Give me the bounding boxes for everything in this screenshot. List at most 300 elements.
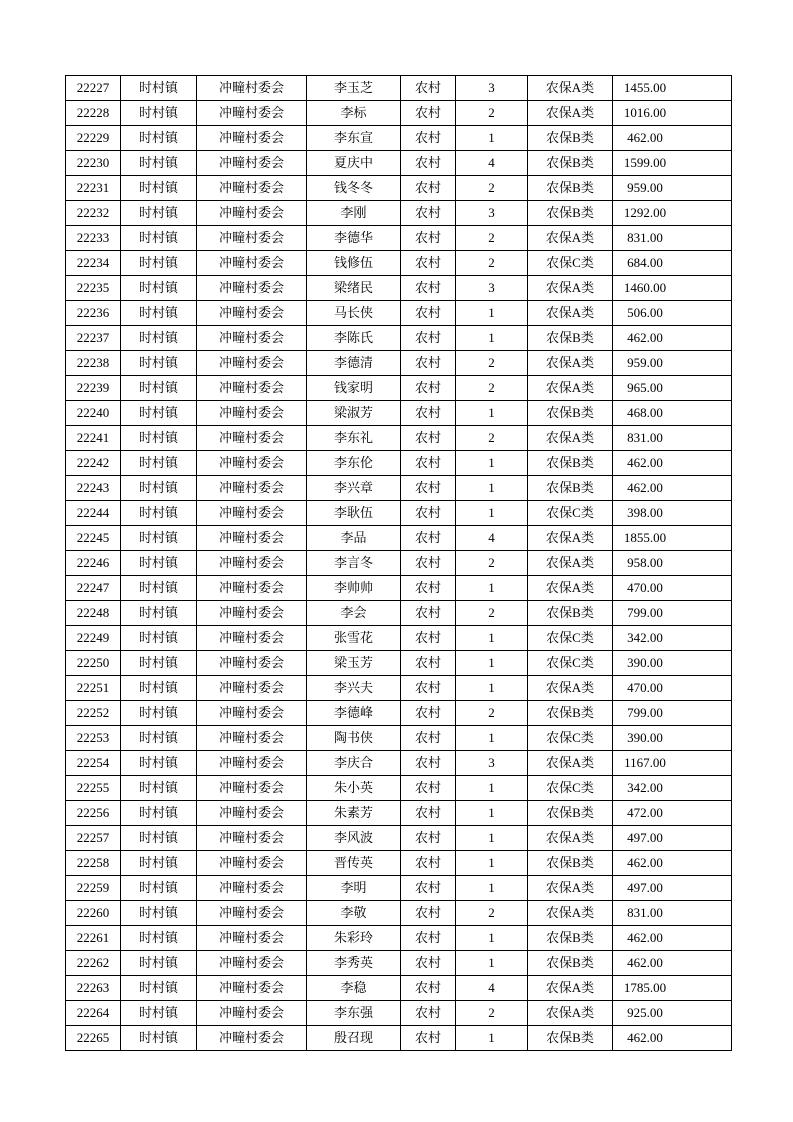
cell-residence-type: 农村 [401, 876, 456, 901]
cell-village-committee: 冲疃村委会 [197, 251, 307, 276]
cell-person-count: 1 [456, 726, 528, 751]
cell-name: 朱彩玲 [307, 926, 401, 951]
cell-name: 李兴章 [307, 476, 401, 501]
cell-town: 时村镇 [121, 151, 197, 176]
table-row [66, 226, 732, 251]
cell-residence-type: 农村 [401, 476, 456, 501]
cell-town: 时村镇 [121, 101, 197, 126]
cell-insurance-category: 农保C类 [528, 251, 613, 276]
cell-amount: 472.00 [613, 801, 732, 826]
cell-residence-type: 农村 [401, 201, 456, 226]
table-row [66, 401, 732, 426]
cell-residence-type: 农村 [401, 626, 456, 651]
cell-village-committee: 冲疃村委会 [197, 601, 307, 626]
cell-name: 梁淑芳 [307, 401, 401, 426]
cell-village-committee: 冲疃村委会 [197, 1026, 307, 1051]
cell-id: 22260 [66, 901, 121, 926]
cell-person-count: 1 [456, 926, 528, 951]
cell-town: 时村镇 [121, 251, 197, 276]
cell-village-committee: 冲疃村委会 [197, 951, 307, 976]
cell-town: 时村镇 [121, 401, 197, 426]
cell-amount: 462.00 [613, 851, 732, 876]
cell-id: 22227 [66, 76, 121, 101]
cell-person-count: 2 [456, 226, 528, 251]
cell-id: 22236 [66, 301, 121, 326]
cell-name: 梁玉芳 [307, 651, 401, 676]
cell-person-count: 3 [456, 201, 528, 226]
cell-person-count: 1 [456, 1026, 528, 1051]
cell-insurance-category: 农保A类 [528, 226, 613, 251]
table-row [66, 826, 732, 851]
cell-village-committee: 冲疃村委会 [197, 876, 307, 901]
table-row [66, 801, 732, 826]
cell-amount: 462.00 [613, 1026, 732, 1051]
cell-town: 时村镇 [121, 626, 197, 651]
cell-id: 22229 [66, 126, 121, 151]
cell-insurance-category: 农保A类 [528, 426, 613, 451]
cell-person-count: 3 [456, 76, 528, 101]
cell-amount: 342.00 [613, 626, 732, 651]
cell-insurance-category: 农保B类 [528, 851, 613, 876]
cell-village-committee: 冲疃村委会 [197, 526, 307, 551]
cell-id: 22244 [66, 501, 121, 526]
cell-residence-type: 农村 [401, 351, 456, 376]
cell-id: 22230 [66, 151, 121, 176]
cell-id: 22240 [66, 401, 121, 426]
cell-person-count: 2 [456, 351, 528, 376]
cell-id: 22258 [66, 851, 121, 876]
cell-insurance-category: 农保B类 [528, 801, 613, 826]
cell-residence-type: 农村 [401, 551, 456, 576]
cell-town: 时村镇 [121, 476, 197, 501]
cell-town: 时村镇 [121, 751, 197, 776]
table-row [66, 576, 732, 601]
cell-amount: 342.00 [613, 776, 732, 801]
cell-name: 李风波 [307, 826, 401, 851]
cell-town: 时村镇 [121, 926, 197, 951]
cell-amount: 831.00 [613, 426, 732, 451]
cell-village-committee: 冲疃村委会 [197, 151, 307, 176]
cell-village-committee: 冲疃村委会 [197, 301, 307, 326]
cell-insurance-category: 农保C类 [528, 626, 613, 651]
cell-insurance-category: 农保B类 [528, 926, 613, 951]
cell-amount: 462.00 [613, 951, 732, 976]
cell-residence-type: 农村 [401, 951, 456, 976]
cell-id: 22231 [66, 176, 121, 201]
table-row [66, 751, 732, 776]
cell-residence-type: 农村 [401, 176, 456, 201]
cell-person-count: 1 [456, 501, 528, 526]
cell-name: 殷召现 [307, 1026, 401, 1051]
cell-id: 22259 [66, 876, 121, 901]
cell-id: 22252 [66, 701, 121, 726]
cell-residence-type: 农村 [401, 276, 456, 301]
cell-id: 22255 [66, 776, 121, 801]
table-row [66, 451, 732, 476]
cell-insurance-category: 农保B类 [528, 701, 613, 726]
cell-residence-type: 农村 [401, 251, 456, 276]
cell-town: 时村镇 [121, 676, 197, 701]
cell-town: 时村镇 [121, 326, 197, 351]
cell-name: 李德清 [307, 351, 401, 376]
cell-name: 李品 [307, 526, 401, 551]
cell-id: 22245 [66, 526, 121, 551]
cell-person-count: 1 [456, 451, 528, 476]
cell-insurance-category: 农保B类 [528, 451, 613, 476]
table-row [66, 501, 732, 526]
cell-insurance-category: 农保A类 [528, 351, 613, 376]
cell-amount: 506.00 [613, 301, 732, 326]
cell-person-count: 2 [456, 551, 528, 576]
cell-person-count: 2 [456, 701, 528, 726]
cell-town: 时村镇 [121, 201, 197, 226]
cell-residence-type: 农村 [401, 151, 456, 176]
table-row [66, 701, 732, 726]
cell-insurance-category: 农保A类 [528, 101, 613, 126]
cell-id: 22235 [66, 276, 121, 301]
cell-insurance-category: 农保B类 [528, 601, 613, 626]
cell-amount: 1460.00 [613, 276, 732, 301]
cell-insurance-category: 农保B类 [528, 951, 613, 976]
cell-village-committee: 冲疃村委会 [197, 451, 307, 476]
cell-insurance-category: 农保B类 [528, 151, 613, 176]
cell-id: 22237 [66, 326, 121, 351]
cell-village-committee: 冲疃村委会 [197, 751, 307, 776]
cell-id: 22249 [66, 626, 121, 651]
table-row [66, 601, 732, 626]
cell-id: 22232 [66, 201, 121, 226]
cell-person-count: 2 [456, 426, 528, 451]
cell-name: 李帅帅 [307, 576, 401, 601]
cell-residence-type: 农村 [401, 576, 456, 601]
cell-village-committee: 冲疃村委会 [197, 626, 307, 651]
cell-amount: 398.00 [613, 501, 732, 526]
cell-name: 李耿伍 [307, 501, 401, 526]
cell-village-committee: 冲疃村委会 [197, 701, 307, 726]
cell-id: 22265 [66, 1026, 121, 1051]
cell-insurance-category: 农保A类 [528, 576, 613, 601]
cell-amount: 1016.00 [613, 101, 732, 126]
cell-amount: 831.00 [613, 226, 732, 251]
cell-id: 22247 [66, 576, 121, 601]
cell-amount: 965.00 [613, 376, 732, 401]
cell-insurance-category: 农保A类 [528, 876, 613, 901]
cell-residence-type: 农村 [401, 326, 456, 351]
cell-name: 钱家明 [307, 376, 401, 401]
table-row [66, 201, 732, 226]
cell-id: 22262 [66, 951, 121, 976]
cell-person-count: 1 [456, 401, 528, 426]
cell-village-committee: 冲疃村委会 [197, 851, 307, 876]
table-row [66, 976, 732, 1001]
cell-amount: 959.00 [613, 176, 732, 201]
cell-name: 李庆合 [307, 751, 401, 776]
table-row [66, 476, 732, 501]
table-row [66, 301, 732, 326]
cell-person-count: 1 [456, 626, 528, 651]
cell-person-count: 4 [456, 526, 528, 551]
cell-amount: 390.00 [613, 651, 732, 676]
cell-amount: 1167.00 [613, 751, 732, 776]
table-row [66, 176, 732, 201]
table-row [66, 876, 732, 901]
cell-id: 22253 [66, 726, 121, 751]
cell-residence-type: 农村 [401, 226, 456, 251]
table-row [66, 926, 732, 951]
table-row [66, 526, 732, 551]
cell-name: 李会 [307, 601, 401, 626]
cell-village-committee: 冲疃村委会 [197, 576, 307, 601]
cell-village-committee: 冲疃村委会 [197, 476, 307, 501]
cell-name: 李德华 [307, 226, 401, 251]
cell-person-count: 2 [456, 176, 528, 201]
cell-insurance-category: 农保A类 [528, 301, 613, 326]
cell-town: 时村镇 [121, 426, 197, 451]
cell-town: 时村镇 [121, 301, 197, 326]
cell-amount: 959.00 [613, 351, 732, 376]
cell-insurance-category: 农保B类 [528, 401, 613, 426]
cell-village-committee: 冲疃村委会 [197, 651, 307, 676]
cell-name: 李标 [307, 101, 401, 126]
cell-name: 李陈氏 [307, 326, 401, 351]
cell-id: 22233 [66, 226, 121, 251]
cell-person-count: 2 [456, 1001, 528, 1026]
records-table [65, 75, 732, 1051]
cell-town: 时村镇 [121, 576, 197, 601]
table-row [66, 151, 732, 176]
cell-village-committee: 冲疃村委会 [197, 1001, 307, 1026]
cell-insurance-category: 农保A类 [528, 826, 613, 851]
cell-residence-type: 农村 [401, 126, 456, 151]
cell-town: 时村镇 [121, 551, 197, 576]
cell-id: 22256 [66, 801, 121, 826]
cell-name: 朱小英 [307, 776, 401, 801]
cell-village-committee: 冲疃村委会 [197, 101, 307, 126]
cell-name: 李玉芝 [307, 76, 401, 101]
cell-person-count: 2 [456, 251, 528, 276]
cell-amount: 462.00 [613, 326, 732, 351]
cell-name: 李东礼 [307, 426, 401, 451]
cell-residence-type: 农村 [401, 851, 456, 876]
table-row [66, 901, 732, 926]
cell-id: 22239 [66, 376, 121, 401]
cell-amount: 684.00 [613, 251, 732, 276]
cell-id: 22238 [66, 351, 121, 376]
cell-town: 时村镇 [121, 901, 197, 926]
table-row [66, 276, 732, 301]
cell-amount: 831.00 [613, 901, 732, 926]
cell-town: 时村镇 [121, 1001, 197, 1026]
cell-residence-type: 农村 [401, 501, 456, 526]
cell-insurance-category: 农保A类 [528, 376, 613, 401]
cell-amount: 1785.00 [613, 976, 732, 1001]
cell-id: 22242 [66, 451, 121, 476]
cell-village-committee: 冲疃村委会 [197, 376, 307, 401]
cell-village-committee: 冲疃村委会 [197, 426, 307, 451]
cell-residence-type: 农村 [401, 1026, 456, 1051]
cell-name: 李东宣 [307, 126, 401, 151]
cell-person-count: 1 [456, 801, 528, 826]
cell-id: 22263 [66, 976, 121, 1001]
cell-residence-type: 农村 [401, 976, 456, 1001]
cell-name: 李敬 [307, 901, 401, 926]
cell-village-committee: 冲疃村委会 [197, 501, 307, 526]
table-row [66, 651, 732, 676]
cell-name: 马长侠 [307, 301, 401, 326]
cell-name: 张雪花 [307, 626, 401, 651]
cell-amount: 1599.00 [613, 151, 732, 176]
cell-town: 时村镇 [121, 726, 197, 751]
cell-insurance-category: 农保C类 [528, 501, 613, 526]
cell-town: 时村镇 [121, 451, 197, 476]
cell-person-count: 1 [456, 676, 528, 701]
cell-insurance-category: 农保C类 [528, 776, 613, 801]
table-row [66, 326, 732, 351]
cell-name: 李言冬 [307, 551, 401, 576]
cell-id: 22248 [66, 601, 121, 626]
cell-person-count: 1 [456, 951, 528, 976]
cell-person-count: 2 [456, 901, 528, 926]
cell-insurance-category: 农保A类 [528, 526, 613, 551]
cell-id: 22234 [66, 251, 121, 276]
table-row [66, 126, 732, 151]
cell-town: 时村镇 [121, 826, 197, 851]
cell-town: 时村镇 [121, 76, 197, 101]
cell-village-committee: 冲疃村委会 [197, 76, 307, 101]
cell-insurance-category: 农保A类 [528, 76, 613, 101]
cell-name: 梁绪民 [307, 276, 401, 301]
cell-residence-type: 农村 [401, 926, 456, 951]
cell-amount: 462.00 [613, 451, 732, 476]
cell-name: 李兴夫 [307, 676, 401, 701]
cell-town: 时村镇 [121, 176, 197, 201]
cell-residence-type: 农村 [401, 901, 456, 926]
cell-village-committee: 冲疃村委会 [197, 801, 307, 826]
cell-town: 时村镇 [121, 851, 197, 876]
cell-insurance-category: 农保A类 [528, 751, 613, 776]
cell-amount: 468.00 [613, 401, 732, 426]
cell-name: 陶书侠 [307, 726, 401, 751]
table-row [66, 1026, 732, 1051]
cell-amount: 958.00 [613, 551, 732, 576]
cell-person-count: 2 [456, 601, 528, 626]
table-row [66, 676, 732, 701]
cell-town: 时村镇 [121, 876, 197, 901]
cell-amount: 925.00 [613, 1001, 732, 1026]
cell-insurance-category: 农保A类 [528, 1001, 613, 1026]
cell-id: 22243 [66, 476, 121, 501]
table-row [66, 1001, 732, 1026]
cell-name: 夏庆中 [307, 151, 401, 176]
cell-village-committee: 冲疃村委会 [197, 826, 307, 851]
cell-person-count: 1 [456, 301, 528, 326]
cell-village-committee: 冲疃村委会 [197, 276, 307, 301]
cell-town: 时村镇 [121, 601, 197, 626]
cell-town: 时村镇 [121, 226, 197, 251]
table-row [66, 101, 732, 126]
table-body [66, 76, 732, 1051]
cell-amount: 497.00 [613, 826, 732, 851]
cell-residence-type: 农村 [401, 651, 456, 676]
cell-residence-type: 农村 [401, 376, 456, 401]
cell-insurance-category: 农保A类 [528, 976, 613, 1001]
cell-insurance-category: 农保C类 [528, 651, 613, 676]
cell-insurance-category: 农保A类 [528, 901, 613, 926]
cell-id: 22241 [66, 426, 121, 451]
cell-town: 时村镇 [121, 376, 197, 401]
cell-person-count: 1 [456, 651, 528, 676]
table-row [66, 376, 732, 401]
cell-residence-type: 农村 [401, 101, 456, 126]
cell-id: 22250 [66, 651, 121, 676]
cell-residence-type: 农村 [401, 526, 456, 551]
cell-id: 22228 [66, 101, 121, 126]
cell-name: 李东伦 [307, 451, 401, 476]
cell-town: 时村镇 [121, 976, 197, 1001]
cell-person-count: 1 [456, 776, 528, 801]
cell-id: 22251 [66, 676, 121, 701]
cell-insurance-category: 农保B类 [528, 1026, 613, 1051]
table-row [66, 426, 732, 451]
table-row [66, 351, 732, 376]
table-row [66, 76, 732, 101]
cell-amount: 497.00 [613, 876, 732, 901]
cell-name: 李东强 [307, 1001, 401, 1026]
cell-amount: 470.00 [613, 676, 732, 701]
cell-village-committee: 冲疃村委会 [197, 201, 307, 226]
cell-person-count: 3 [456, 751, 528, 776]
cell-person-count: 1 [456, 326, 528, 351]
cell-town: 时村镇 [121, 951, 197, 976]
cell-village-committee: 冲疃村委会 [197, 176, 307, 201]
cell-insurance-category: 农保B类 [528, 476, 613, 501]
cell-village-committee: 冲疃村委会 [197, 976, 307, 1001]
cell-name: 朱素芳 [307, 801, 401, 826]
cell-town: 时村镇 [121, 126, 197, 151]
cell-village-committee: 冲疃村委会 [197, 726, 307, 751]
cell-amount: 1455.00 [613, 76, 732, 101]
cell-name: 李刚 [307, 201, 401, 226]
cell-residence-type: 农村 [401, 751, 456, 776]
cell-town: 时村镇 [121, 701, 197, 726]
cell-village-committee: 冲疃村委会 [197, 926, 307, 951]
cell-person-count: 1 [456, 826, 528, 851]
cell-person-count: 2 [456, 101, 528, 126]
cell-residence-type: 农村 [401, 801, 456, 826]
cell-amount: 462.00 [613, 476, 732, 501]
cell-insurance-category: 农保B类 [528, 176, 613, 201]
cell-name: 晋传英 [307, 851, 401, 876]
table-row [66, 726, 732, 751]
cell-village-committee: 冲疃村委会 [197, 676, 307, 701]
cell-person-count: 4 [456, 976, 528, 1001]
cell-village-committee: 冲疃村委会 [197, 226, 307, 251]
cell-id: 22254 [66, 751, 121, 776]
cell-amount: 1855.00 [613, 526, 732, 551]
cell-insurance-category: 农保A类 [528, 676, 613, 701]
cell-residence-type: 农村 [401, 726, 456, 751]
cell-residence-type: 农村 [401, 601, 456, 626]
cell-town: 时村镇 [121, 276, 197, 301]
cell-name: 钱修伍 [307, 251, 401, 276]
cell-person-count: 4 [456, 151, 528, 176]
cell-insurance-category: 农保B类 [528, 126, 613, 151]
cell-residence-type: 农村 [401, 401, 456, 426]
table-row [66, 626, 732, 651]
cell-town: 时村镇 [121, 651, 197, 676]
cell-village-committee: 冲疃村委会 [197, 326, 307, 351]
cell-name: 李德峰 [307, 701, 401, 726]
